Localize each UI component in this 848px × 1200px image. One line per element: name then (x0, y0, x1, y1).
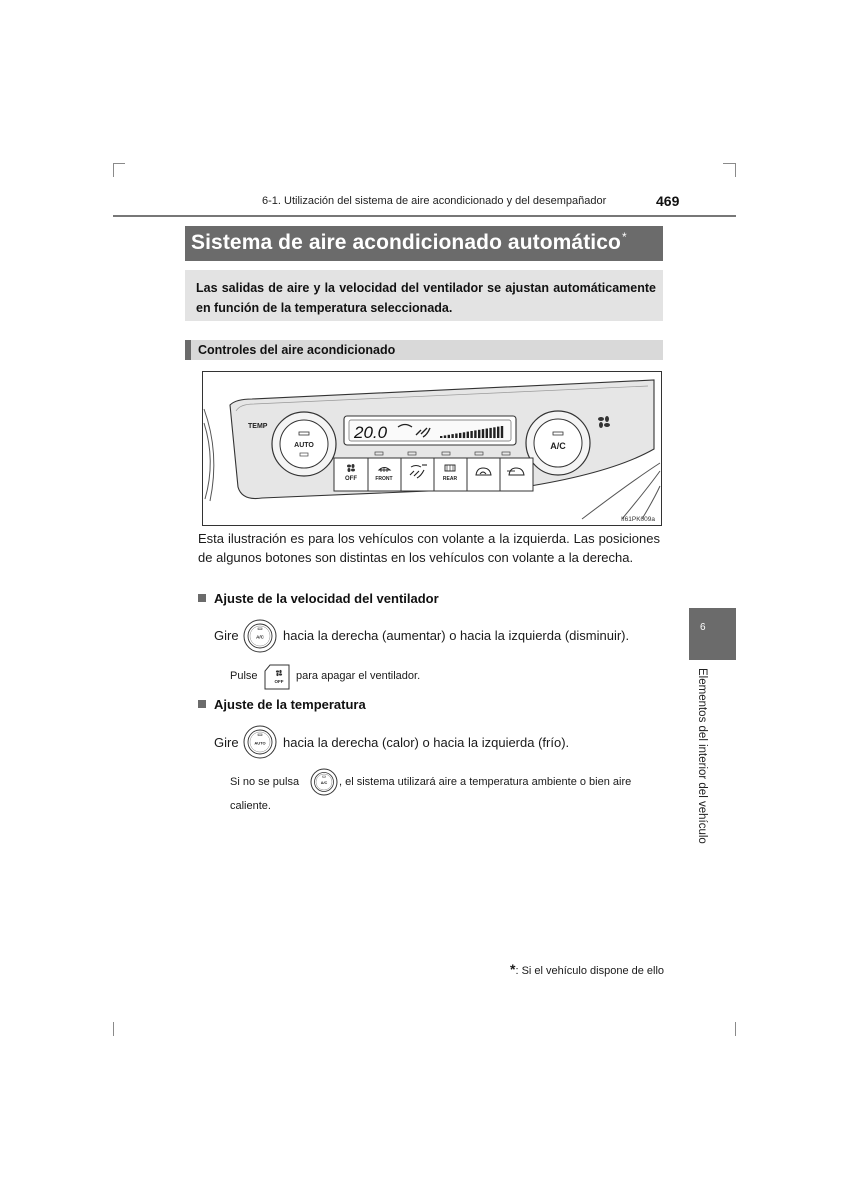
chapter-number: 6 (700, 622, 706, 633)
fan-level-bar (493, 427, 495, 438)
auto-label: AUTO (294, 442, 314, 449)
footnote (510, 961, 664, 977)
fan-level-bar (501, 426, 503, 438)
intro-text: Las salidas de aire y la velocidad del ventilador se ajustan automáticamente en función de la temperatura seleccionada. (196, 281, 656, 315)
fan-level-bar (455, 434, 457, 439)
page-title-text: Sistema de aire acondicionado automático (191, 231, 621, 254)
fan-level-bar (470, 431, 472, 438)
header-rule (113, 215, 736, 217)
fan-off-button-icon (264, 664, 290, 690)
subheading-marker (185, 340, 191, 360)
fan-press-description: para apagar el ventilador. (296, 670, 421, 682)
page-title (191, 230, 627, 255)
ac-knob-small-icon (310, 768, 338, 796)
fan-level-bar (440, 436, 442, 438)
crop-mark-top-right-h (723, 163, 735, 164)
illustration-auto-knob (272, 412, 336, 476)
temperature-heading-text: Ajuste de la temperatura (214, 697, 366, 712)
ac-knob-small-icon-label: A/C (320, 781, 328, 785)
fan-heading-text: Ajuste de la velocidad del ventilador (214, 591, 439, 606)
temperature-note-prefix: Si no se pulsa (230, 776, 300, 788)
section-header: 6-1. Utilización del sistema de aire acondicionado y del desempañador (262, 195, 607, 207)
fan-level-bar (467, 432, 469, 438)
display-temperature: 20.0 (354, 423, 388, 442)
subheading: Controles del aire acondicionado (198, 343, 396, 357)
crop-mark-bottom-left (113, 1022, 114, 1036)
ac-control-panel-illustration (202, 371, 662, 526)
fan-level-bar (486, 429, 488, 439)
bullet-square (198, 700, 206, 708)
fan-level-bar (451, 434, 453, 438)
page-number: 469 (656, 193, 680, 209)
temperature-turn-prefix: Gire (214, 735, 239, 750)
illustration-ac-knob (526, 411, 590, 475)
fan-level-bar (459, 433, 461, 438)
fan-level-bar (474, 430, 476, 438)
button-rear-label: REAR (442, 476, 458, 482)
ac-label: A/C (550, 441, 566, 451)
fan-turn-prefix: Gire (214, 628, 239, 643)
footnote-marker: * (510, 961, 516, 977)
fan-level-bar (444, 435, 446, 438)
illustration-caption: Esta ilustración es para los vehículos con volante a la izquierda. Las posiciones de algunos botones son distintas en los vehículos con volante a la derecha. (198, 531, 660, 565)
fan-press-prefix: Pulse (230, 670, 258, 682)
fan-section-heading (198, 591, 439, 606)
temp-label: TEMP (248, 423, 268, 430)
fan-level-bar (497, 427, 499, 438)
fan-level-bar (448, 435, 450, 438)
chapter-label-text: Elementos del interior del vehículo (696, 668, 708, 844)
fan-turn-description: hacia la derecha (aumentar) o hacia la izquierda (disminuir). (283, 628, 630, 643)
chapter-label (696, 668, 712, 848)
illustration-button-row (334, 458, 533, 491)
footnote-text: : Si el vehículo dispone de ello (515, 965, 665, 977)
ac-knob-icon-label: A/C (256, 634, 264, 640)
temperature-turn-description: hacia la derecha (calor) o hacia la izquierda (frío). (283, 735, 570, 750)
title-footnote-marker: * (621, 230, 627, 244)
fan-level-bar (478, 430, 480, 438)
button-front-label: FRONT (375, 476, 393, 482)
auto-knob-icon (243, 725, 277, 759)
auto-knob-icon-label: AUTO (254, 740, 266, 746)
temperature-section-heading (198, 697, 366, 712)
temperature-note-line2: caliente. (230, 800, 271, 812)
crop-mark-top-right-v (735, 163, 736, 177)
temperature-note-description: , el sistema utilizará aire a temperatura ambiente o bien aire (339, 776, 632, 788)
illustration-code: II61PK009a (621, 516, 655, 523)
bullet-square (198, 594, 206, 602)
chapter-tab (689, 608, 736, 660)
fan-level-bar (463, 432, 465, 438)
button-off-label: OFF (345, 476, 357, 482)
lcd-display (344, 416, 516, 445)
fan-level-bar (482, 429, 484, 438)
fan-off-button-label: OFF (274, 679, 284, 684)
crop-mark-bottom-right (735, 1022, 736, 1036)
ac-knob-icon (243, 619, 277, 653)
crop-mark-top-left-v (113, 163, 114, 177)
fan-level-bar (489, 428, 491, 438)
crop-mark-top-left-h (113, 163, 125, 164)
